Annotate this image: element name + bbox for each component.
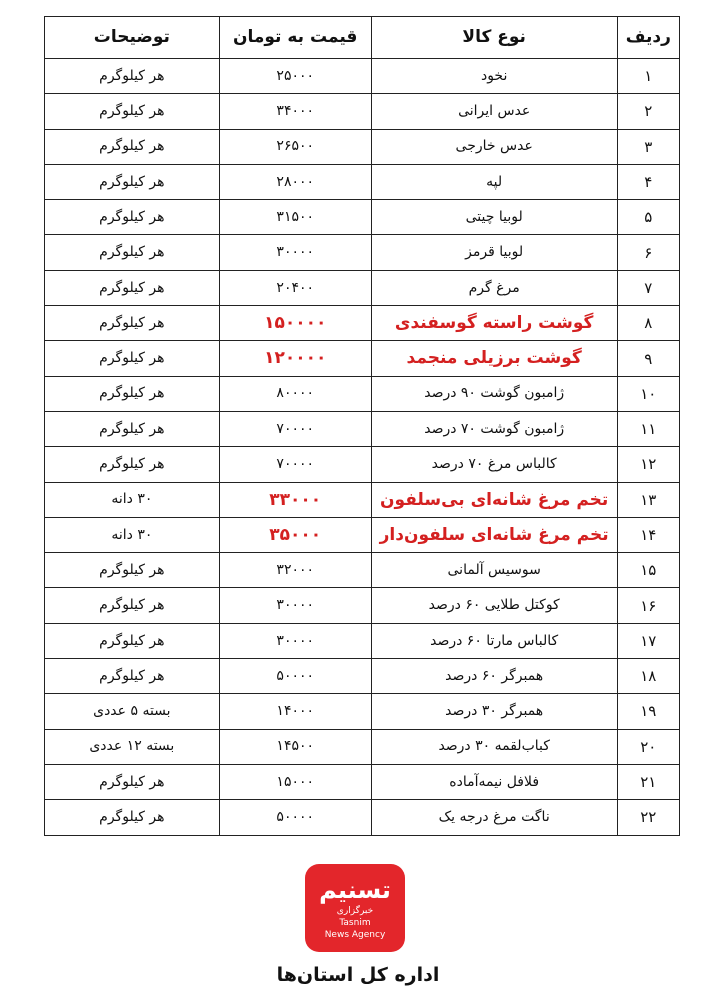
table-row xyxy=(45,411,680,446)
row-number: ۶ xyxy=(617,235,679,270)
item-name: گوشت برزیلی منجمد xyxy=(371,341,617,376)
item-price: ۳۲۰۰۰ xyxy=(219,553,371,588)
item-price: ۲۸۰۰۰ xyxy=(219,164,371,199)
table-row xyxy=(45,800,680,835)
item-name: لپه xyxy=(371,164,617,199)
table-row xyxy=(45,447,680,482)
item-name: نخود xyxy=(371,59,617,94)
item-price: ۳۳۰۰۰ xyxy=(219,482,371,517)
row-number: ۲ xyxy=(617,94,679,129)
item-price: ۳۱۵۰۰ xyxy=(219,200,371,235)
item-price: ۵۰۰۰۰ xyxy=(219,659,371,694)
item-name: کالباس مارتا ۶۰ درصد xyxy=(371,623,617,658)
item-price: ۳۴۰۰۰ xyxy=(219,94,371,129)
item-name: تخم مرغ شانه‌ای سلفون‌دار xyxy=(371,517,617,552)
row-number: ۱۵ xyxy=(617,553,679,588)
item-name: عدس خارجی xyxy=(371,129,617,164)
table-row xyxy=(45,376,680,411)
table-row xyxy=(45,764,680,799)
row-number: ۸ xyxy=(617,306,679,341)
row-number: ۷ xyxy=(617,270,679,305)
row-number: ۹ xyxy=(617,341,679,376)
item-name: کباب‌لقمه ۳۰ درصد xyxy=(371,729,617,764)
row-number: ۱۲ xyxy=(617,447,679,482)
table-row xyxy=(45,659,680,694)
row-number: ۵ xyxy=(617,200,679,235)
item-price: ۵۰۰۰۰ xyxy=(219,800,371,835)
item-price: ۱۴۰۰۰ xyxy=(219,694,371,729)
item-price: ۷۰۰۰۰ xyxy=(219,447,371,482)
item-description: هر کیلوگرم xyxy=(45,341,220,376)
item-name: ژامبون گوشت ۷۰ درصد xyxy=(371,411,617,446)
item-price: ۲۰۴۰۰ xyxy=(219,270,371,305)
item-description: بسته ۱۲ عددی xyxy=(45,729,220,764)
item-name: ژامبون گوشت ۹۰ درصد xyxy=(371,376,617,411)
table-row xyxy=(45,482,680,517)
item-description: هر کیلوگرم xyxy=(45,94,220,129)
row-number: ۳ xyxy=(617,129,679,164)
table-row xyxy=(45,588,680,623)
header-desc: توضیحات xyxy=(45,17,220,59)
price-table xyxy=(44,16,680,836)
item-name: همبرگر ۶۰ درصد xyxy=(371,659,617,694)
table-row xyxy=(45,694,680,729)
item-name: فلافل نیمه‌آماده xyxy=(371,764,617,799)
item-name: کوکتل طلایی ۶۰ درصد xyxy=(371,588,617,623)
row-number: ۱۷ xyxy=(617,623,679,658)
table-row xyxy=(45,341,680,376)
item-description: هر کیلوگرم xyxy=(45,659,220,694)
item-description: هر کیلوگرم xyxy=(45,270,220,305)
item-name: گوشت راسته گوسفندی xyxy=(371,306,617,341)
table-row xyxy=(45,164,680,199)
row-number: ۱۱ xyxy=(617,411,679,446)
row-number: ۱۹ xyxy=(617,694,679,729)
tasnim-logo xyxy=(305,864,405,952)
item-price: ۱۵۰۰۰۰ xyxy=(219,306,371,341)
item-description: هر کیلوگرم xyxy=(45,129,220,164)
table-row xyxy=(45,270,680,305)
header-price: قیمت به تومان xyxy=(219,17,371,59)
row-number: ۲۰ xyxy=(617,729,679,764)
row-number: ۲۱ xyxy=(617,764,679,799)
item-description: هر کیلوگرم xyxy=(45,800,220,835)
item-description: هر کیلوگرم xyxy=(45,376,220,411)
table-row xyxy=(45,235,680,270)
footer-caption: اداره کل استان‌ها xyxy=(276,964,440,986)
item-price: ۸۰۰۰۰ xyxy=(219,376,371,411)
table-row xyxy=(45,200,680,235)
row-number: ۱۰ xyxy=(617,376,679,411)
row-number: ۱۶ xyxy=(617,588,679,623)
item-description: هر کیلوگرم xyxy=(45,411,220,446)
item-price: ۳۵۰۰۰ xyxy=(219,517,371,552)
item-price: ۳۰۰۰۰ xyxy=(219,235,371,270)
logo-fa: خبرگزاری xyxy=(336,906,374,916)
item-name: لوبیا قرمز xyxy=(371,235,617,270)
table-row xyxy=(45,94,680,129)
item-name: کالباس مرغ ۷۰ درصد xyxy=(371,447,617,482)
item-description: هر کیلوگرم xyxy=(45,306,220,341)
table-row xyxy=(45,129,680,164)
item-description: هر کیلوگرم xyxy=(45,59,220,94)
item-description: هر کیلوگرم xyxy=(45,447,220,482)
row-number: ۱ xyxy=(617,59,679,94)
item-name: ناگت مرغ درجه یک xyxy=(371,800,617,835)
item-description: هر کیلوگرم xyxy=(45,164,220,199)
table-row xyxy=(45,306,680,341)
table-row xyxy=(45,623,680,658)
table-row xyxy=(45,729,680,764)
row-number: ۱۳ xyxy=(617,482,679,517)
logo-sub: News Agency xyxy=(324,930,386,940)
item-name: لوبیا چیتی xyxy=(371,200,617,235)
item-price: ۱۵۰۰۰ xyxy=(219,764,371,799)
item-price: ۷۰۰۰۰ xyxy=(219,411,371,446)
item-description: هر کیلوگرم xyxy=(45,764,220,799)
item-price: ۲۶۵۰۰ xyxy=(219,129,371,164)
header-row: ردیف xyxy=(617,17,679,59)
table-row xyxy=(45,517,680,552)
item-price: ۳۰۰۰۰ xyxy=(219,588,371,623)
row-number: ۴ xyxy=(617,164,679,199)
item-name: سوسیس آلمانی xyxy=(371,553,617,588)
item-description: هر کیلوگرم xyxy=(45,588,220,623)
item-name: مرغ گرم xyxy=(371,270,617,305)
header-item: نوع کالا xyxy=(371,17,617,59)
table-row xyxy=(45,553,680,588)
logo-mark: تسنیم xyxy=(319,876,391,904)
row-number: ۲۲ xyxy=(617,800,679,835)
row-number: ۱۸ xyxy=(617,659,679,694)
item-price: ۱۴۵۰۰ xyxy=(219,729,371,764)
item-description: ۳۰ دانه xyxy=(45,517,220,552)
item-name: همبرگر ۳۰ درصد xyxy=(371,694,617,729)
item-name: تخم مرغ شانه‌ای بی‌سلفون xyxy=(371,482,617,517)
item-price: ۱۲۰۰۰۰ xyxy=(219,341,371,376)
item-price: ۲۵۰۰۰ xyxy=(219,59,371,94)
item-description: هر کیلوگرم xyxy=(45,200,220,235)
item-description: هر کیلوگرم xyxy=(45,623,220,658)
row-number: ۱۴ xyxy=(617,517,679,552)
table-header xyxy=(45,17,680,59)
item-price: ۳۰۰۰۰ xyxy=(219,623,371,658)
item-description: ۳۰ دانه xyxy=(45,482,220,517)
item-description: بسته ۵ عددی xyxy=(45,694,220,729)
item-description: هر کیلوگرم xyxy=(45,553,220,588)
item-description: هر کیلوگرم xyxy=(45,235,220,270)
logo-en: Tasnim xyxy=(339,918,371,928)
item-name: عدس ایرانی xyxy=(371,94,617,129)
table-row xyxy=(45,59,680,94)
